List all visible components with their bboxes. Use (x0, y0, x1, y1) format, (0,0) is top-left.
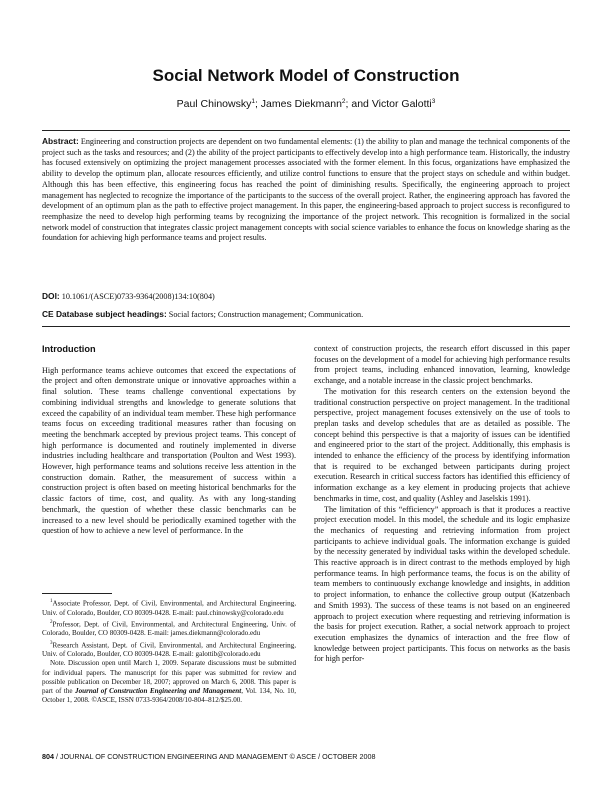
footnotes (42, 597, 296, 705)
note-text: Note. Discussion open until March 1, 2009. Separate discussions must be submitted for individual papers. The manuscript for this paper was submitted for review and possible publication on December 18, 2007; approved on March 6, 2008. This paper is part of the (42, 659, 296, 695)
footnote (42, 597, 296, 618)
author-separator: ; and (345, 98, 372, 110)
abstract-text: Engineering and construction projects are dependent on two fundamental elements: (1) the ability to plan and manage the technical components of the project such as the tasks and resources; and (2) the ability of the project participants to effectively develop into a high performance team. Historically, the industry has focused extensively on optimizing the project management processes associated with the former element. In this focus, organizations have emphasized the ability to develop the optimum plan, allocate resources efficiently, and utilize control functions to ensure that the project stays on schedule and within budget. Although this has been effective, this engineering focus has reached the point of diminishing results. Specifically, the engineering approach to project management has neglected to recognize the importance of the participants to the success of the overall project. Rather, the engineering approach has favored the development of an optimum plan as the path to effective project management. In this paper, the engineering-based approach to project success is reconfigured to reemphasize the need to develop high performing teams by recognizing the importance of the project network. This recognition is formalized in the social network model of construction that integrates classic project management concepts with social science variables to enhance the focus on knowledge sharing as the foundation for achieving high performance teams and project results. (42, 137, 570, 243)
right-column (314, 344, 570, 665)
author-affiliation-marker: 2 (341, 98, 346, 105)
paper-title: Social Network Model of Construction (152, 66, 460, 85)
author-name: Victor Galotti (371, 98, 432, 110)
body-paragraph: High performance teams achieve outcomes that exceed the expectations of the project and often demonstrate unique or innovative approaches within a final solution. These teams challenge conventional expectations by combining individual strengths and knowledge to generate solutions that exceed the capability of an individual team member. These high performance teams focus on exceeding traditional measures rather than focusing on meeting the benchmark accepted by previous project teams. This concept of high performance is documented and routinely implemented in diverse industries including healthcare and transportation (Poulton and West 1993). However, high performance teams and solutions receive less attention in the construction domain. Rather, the measurement of success within a construction project is often based on meeting historical benchmarks for the classic factors of time, cost, and quality. As with any long-standing benchmark, the question of whether these classic benchmarks can be increased to a new level should be periodically examined together with the question of how to achieve a new level of performance. In the (42, 365, 296, 536)
author-name: James Diekmann (260, 98, 342, 110)
footnote-rule (42, 593, 112, 594)
subject-headings (42, 309, 363, 319)
abstract (42, 136, 570, 244)
page-footer (42, 752, 570, 761)
footnote-text: Professor, Dept. of Civil, Environmental, and Architectural Engineering, Univ. of Colorado, Boulder, CO 80309-0428. E-mail: james.diekmann@colorado.edu (42, 620, 296, 638)
subject-headings-label: CE Database subject headings: (42, 309, 167, 319)
doi-line (42, 291, 215, 301)
footnote-marker: 3 (50, 640, 53, 646)
left-column (42, 344, 296, 537)
author-name: Paul Chinowsky (176, 98, 252, 110)
footer-journal-text: / JOURNAL OF CONSTRUCTION ENGINEERING AND MANAGEMENT © ASCE / OCTOBER 2008 (54, 752, 376, 761)
page-number: 804 (42, 752, 54, 761)
author-list (0, 98, 612, 110)
author-separator: ; (254, 98, 261, 110)
footnote-marker: 2 (50, 619, 53, 625)
body-paragraph: The motivation for this research centers on the extension beyond the traditional construction perspective on project management. In the traditional perspective, project management focuses extensively on the use of tools to preplan tasks and develop schedules that are as detailed as possible. The concept behind this perspective is that a majority of issues can be identified and engineered prior to the start of the project. Additionally, this emphasis is intended to enhance the efficiency of the process by identifying information that is required to be exchanged between participants during project execution. Research in critical success factors has identified this efficiency of information exchange as a key element in producing projects that achieve benchmarks in time, cost, and quality (Ashley and Jaselskis 1991). (314, 386, 570, 503)
discussion-note (42, 659, 296, 705)
note-text: , Vol. 134, No. 10, October 1, 2008. ©ASCE, ISSN 0733-9364/2008/10-804–812/$25.00. (42, 686, 296, 705)
footnote-text: Research Assistant, Dept. of Civil, Environmental, and Architectural Engineering, Univ. of Colorado, Boulder, CO 80309-0428. E-mail: galottib@colorado.edu (42, 640, 296, 659)
footnote-marker: 1 (50, 599, 53, 604)
author-affiliation-marker: 3 (431, 98, 436, 105)
subject-headings-value: Social factors; Construction management; Communication. (168, 310, 364, 319)
journal-name: Journal of Construction Engineering and Management (75, 686, 242, 695)
author-affiliation-marker: 1 (251, 98, 255, 105)
footnote-text: Associate Professor, Dept. of Civil, Environmental, and Architectural Engineering, Univ. of Colorado, Boulder, CO 80309-0428. E-mail: paul.chinowsky@colorado.edu (42, 599, 296, 617)
abstract-label: Abstract: (42, 136, 79, 146)
doi-label: DOI: (42, 291, 60, 301)
doi-value[interactable]: 10.1061/(ASCE)0733-9364(2008)134:10(804) (61, 292, 215, 301)
body-paragraph: The limitation of this “efficiency” approach is that it produces a reactive project execution model. In this model, the schedule and its logic emphasize the mechanics of requesting and retrieving information from project participants to achieve individual goals. The information exchange is guided by the necessity generated by individual tasks within the developed schedule. This reactive approach is in direct contrast to the methods employed by high performance teams. In high performance teams, the focus is on the ability of team members to continuously exchange knowledge and insights, in addition to project information, to enhance the collective group output (Katzenbach and Smith 1993). The success of these teams is not based on an engineered approach to project execution where requesting and retrieving information is the basis for project execution. Rather, a social network approach to project execution emphasizes the dynamics of interaction and the free flow of knowledge between project participants. This focus on networks as the basis for high perfor- (314, 504, 570, 664)
footnote (42, 618, 296, 639)
body-paragraph: context of construction projects, the research effort discussed in this paper focuses on the development of a model for achieving high performance results from project teams, including enhanced innovation, learning, knowledge exchange, and a notable increase in the classic project benchmarks. (314, 344, 570, 386)
abstract-bottom-rule (42, 326, 570, 327)
abstract-top-rule (42, 130, 570, 131)
footnote (42, 639, 296, 660)
section-heading: Introduction (42, 344, 96, 354)
